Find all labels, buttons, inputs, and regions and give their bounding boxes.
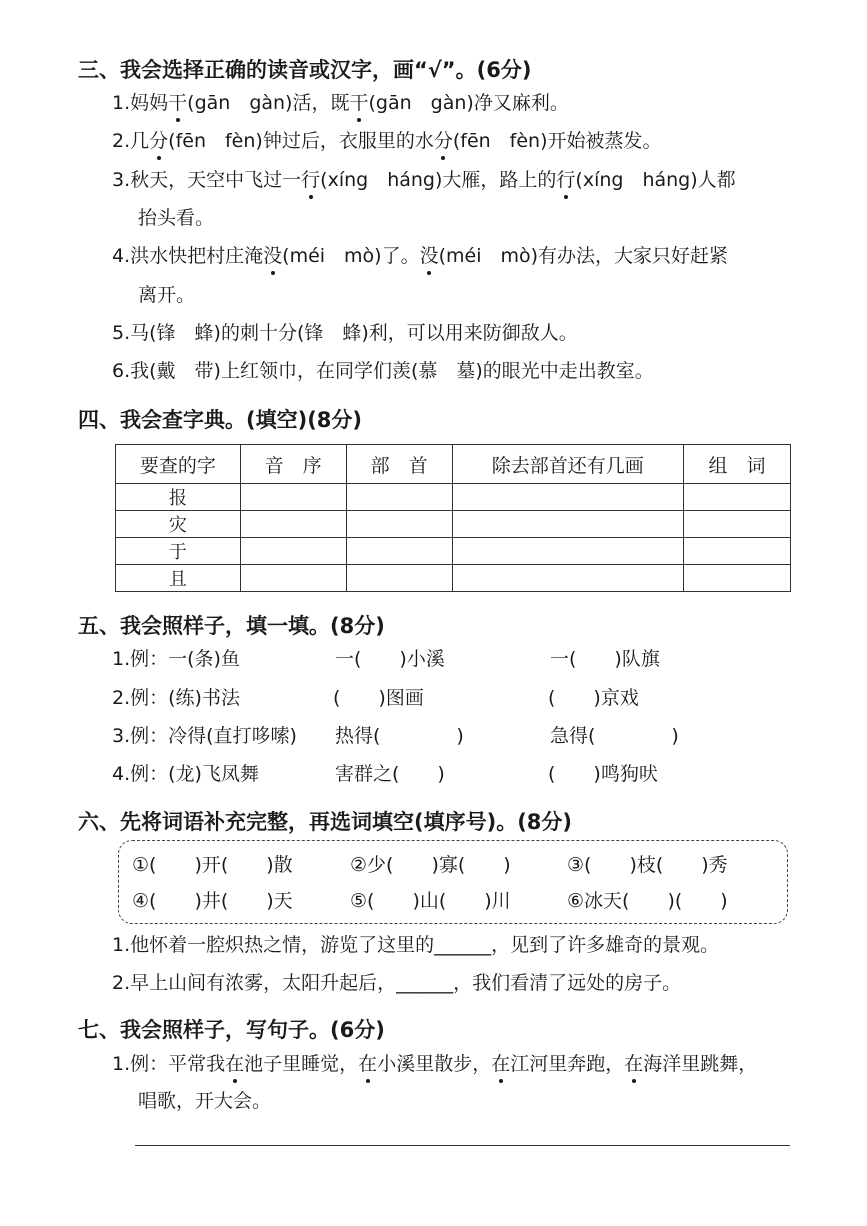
answer-cell[interactable] [452,484,684,511]
row-character: 于 [116,538,241,565]
s3-item-5: 5.马(锋 蜂)的刺十分(锋 蜂)利，可以用来防御敌人。 [112,322,578,344]
answer-cell[interactable] [452,511,684,538]
answer-line[interactable] [135,1145,790,1146]
s6-question-2: 2.早上山间有浓雾，太阳升起后，______，我们看清了远处的房子。 [112,972,682,994]
answer-cell[interactable] [346,484,452,511]
s3-item-2: 2.几分(fēn fèn)钟过后，衣服里的水分(fēn fèn)开始被蒸发。 [112,130,662,152]
table-row [116,511,791,538]
s3-item-4: 4.洪水快把村庄淹没(méi mò)了。没(méi mò)有办法，大家只好赶紧 [112,245,729,267]
s5-r2-example: 2.例：(练)书法 [112,687,240,709]
s5-r1-blank-a[interactable]: 一( )小溪 [335,648,445,670]
answer-cell[interactable] [240,565,346,592]
s3-item-3: 3.秋天，天空中飞过一行(xíng háng)大雁，路上的行(xíng háng)人都 [112,169,736,191]
answer-cell[interactable] [452,538,684,565]
section-6-title: 六、先将词语补充完整，再选词填空(填序号)。(8分) [78,810,573,834]
section-7-title: 七、我会照样子，写句子。(6分) [78,1018,385,1042]
answer-cell[interactable] [346,511,452,538]
table-row [116,538,791,565]
s5-r3-blank-b[interactable]: 急得( ) [550,725,679,747]
header-word: 组 词 [684,445,791,484]
dictionary-table [115,444,791,592]
s3-item-1: 1.妈妈干(gān gàn)活，既干(gān gàn)净又麻利。 [112,92,569,114]
s6-question-1: 1.他怀着一腔炽热之情，游览了这里的______，见到了许多雄奇的景观。 [112,934,720,956]
s5-r4-blank-a[interactable]: 害群之( ) [335,763,445,785]
table-row [116,565,791,592]
header-character: 要查的字 [116,445,241,484]
s5-r4-blank-b[interactable]: ( )鸣狗吠 [548,763,658,785]
s3-item-4-cont: 离开。 [138,284,196,306]
answer-cell[interactable] [240,511,346,538]
table-header-row [116,445,791,484]
answer-cell[interactable] [346,565,452,592]
s7-example-cont: 唱歌，开大会。 [138,1090,272,1112]
answer-cell[interactable] [684,484,791,511]
header-radical: 部 首 [346,445,452,484]
word-2[interactable]: ②少( )寡( ) [350,854,511,876]
s3-item-6: 6.我(戴 带)上红领巾，在同学们羡(慕 墓)的眼光中走出教室。 [112,360,654,382]
header-stroke-count: 除去部首还有几画 [452,445,684,484]
word-3[interactable]: ③( )枝( )秀 [567,854,728,876]
s5-r3-example: 3.例：冷得(直打哆嗦) [112,725,297,747]
s3-item-3-cont: 抬头看。 [138,207,215,229]
answer-cell[interactable] [240,484,346,511]
word-4[interactable]: ④( )井( )天 [132,890,293,912]
answer-cell[interactable] [452,565,684,592]
section-3-title: 三、我会选择正确的读音或汉字，画“√”。(6分) [78,58,532,82]
answer-cell[interactable] [684,538,791,565]
s5-r4-example: 4.例：(龙)飞凤舞 [112,763,259,785]
s5-r3-blank-a[interactable]: 热得( ) [335,725,464,747]
answer-cell[interactable] [346,538,452,565]
section-5-title: 五、我会照样子，填一填。(8分) [78,614,385,638]
s5-r2-blank-b[interactable]: ( )京戏 [548,687,639,709]
answer-cell[interactable] [684,565,791,592]
header-phonetic-order: 音 序 [240,445,346,484]
word-6[interactable]: ⑥冰天( )( ) [567,890,728,912]
s7-example: 1.例：平常我在池子里睡觉，在小溪里散步，在江河里奔跑，在海洋里跳舞， [112,1053,758,1075]
answer-cell[interactable] [240,538,346,565]
row-character: 报 [116,484,241,511]
s5-r2-blank-a[interactable]: ( )图画 [333,687,424,709]
answer-cell[interactable] [684,511,791,538]
row-character: 且 [116,565,241,592]
word-5[interactable]: ⑤( )山( )川 [350,890,511,912]
row-character: 灾 [116,511,241,538]
s5-r1-blank-b[interactable]: 一( )队旗 [550,648,660,670]
table-row [116,484,791,511]
word-1-2[interactable]: ①( )开( )散 [132,854,293,876]
s5-r1-example: 1.例：一(条)鱼 [112,648,240,670]
section-4-title: 四、我会查字典。(填空)(8分) [78,408,363,432]
